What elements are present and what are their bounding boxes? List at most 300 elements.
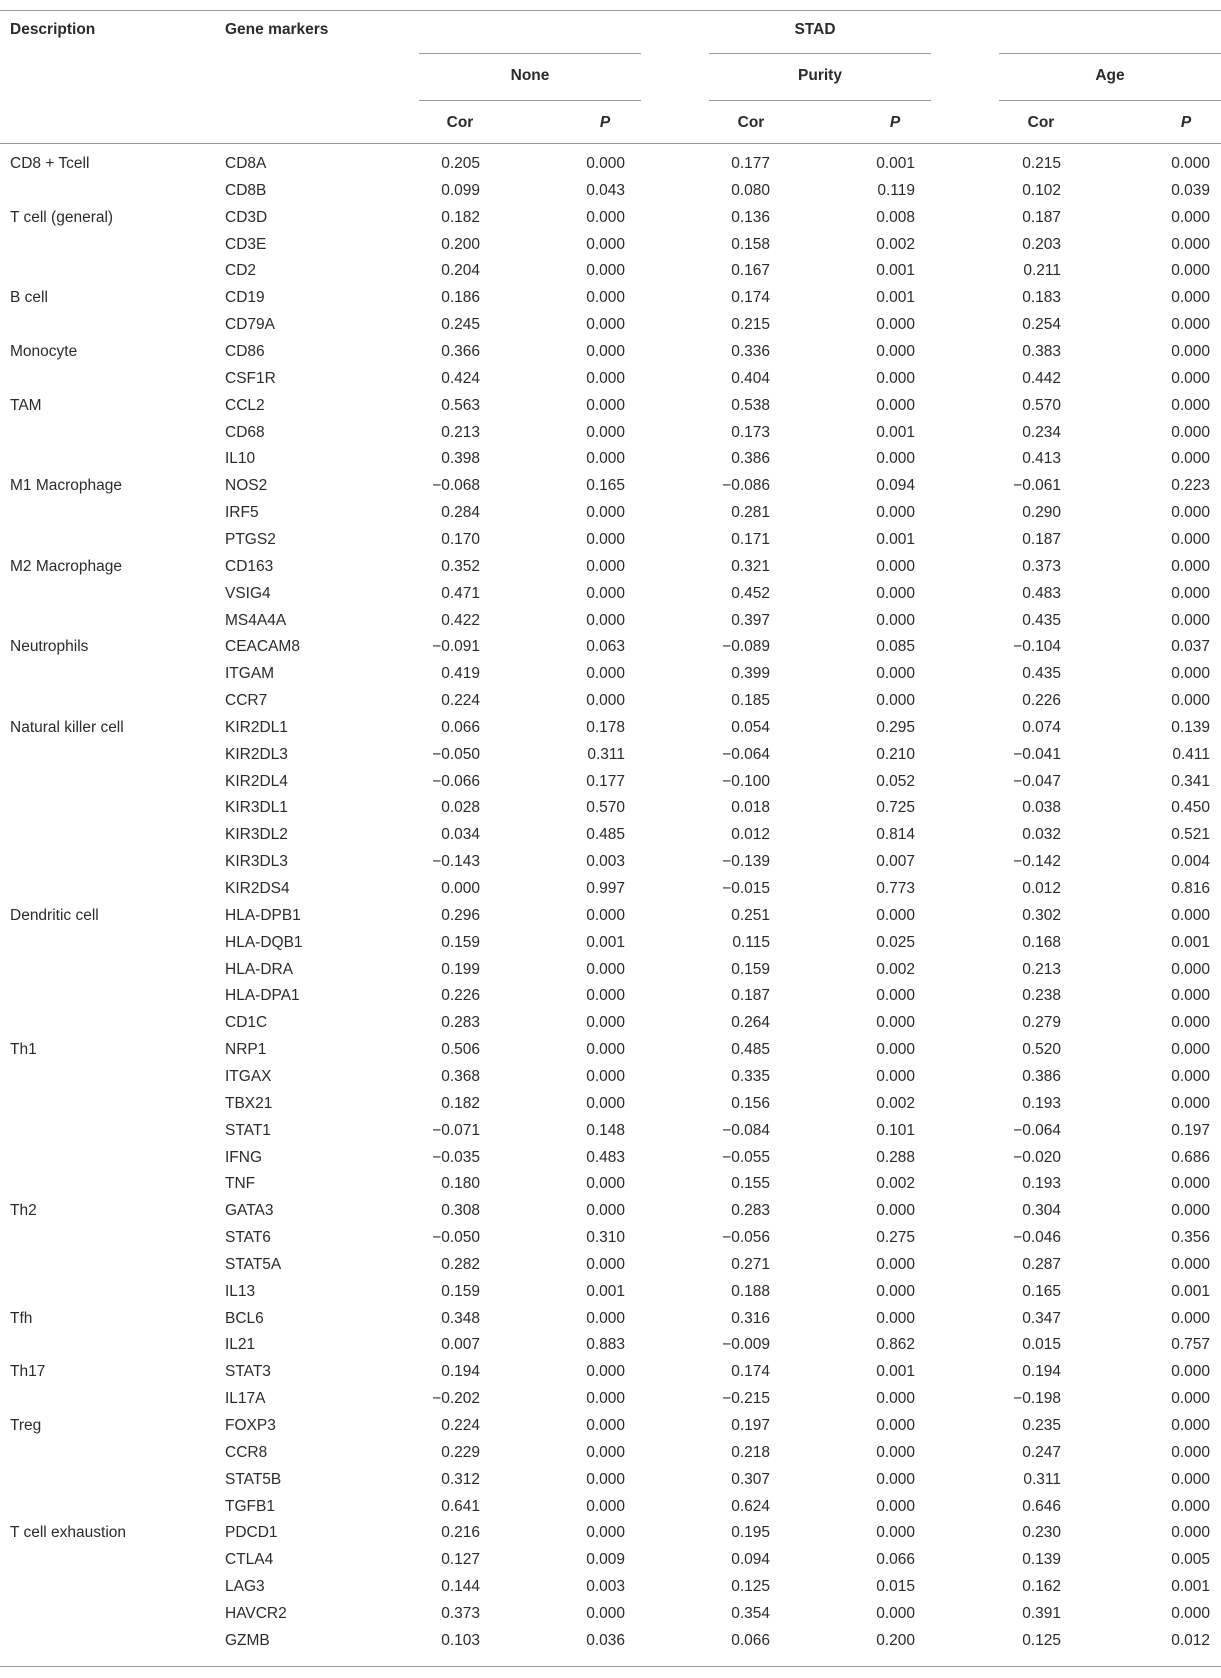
cell-age-cor: 0.125 <box>1022 1631 1061 1649</box>
cell-none-cor: 0.282 <box>441 1255 480 1273</box>
cell-purity-cor: −0.009 <box>722 1336 770 1354</box>
cell-age-p: 0.000 <box>1171 987 1210 1005</box>
cell-gene-marker: KIR3DL3 <box>225 853 288 871</box>
cell-age-p: 0.521 <box>1171 826 1210 844</box>
cell-age-cor: 0.290 <box>1022 504 1061 522</box>
cell-purity-p: 0.008 <box>876 208 915 226</box>
cell-purity-cor: 0.271 <box>731 1255 770 1273</box>
cell-none-p: 0.003 <box>586 1578 625 1596</box>
cell-gene-marker: PDCD1 <box>225 1524 278 1542</box>
cell-age-cor: −0.061 <box>1013 477 1061 495</box>
cell-none-p: 0.001 <box>586 1282 625 1300</box>
cell-age-p: 0.000 <box>1171 611 1210 629</box>
cell-none-p: 0.000 <box>586 1041 625 1059</box>
cell-purity-p: 0.288 <box>876 1148 915 1166</box>
cell-purity-cor: 0.307 <box>731 1470 770 1488</box>
cell-none-cor: 0.563 <box>441 396 480 414</box>
cell-none-p: 0.148 <box>586 1121 625 1139</box>
cell-none-cor: 0.296 <box>441 906 480 924</box>
cell-none-p: 0.000 <box>586 611 625 629</box>
cell-purity-cor: 0.188 <box>731 1282 770 1300</box>
cell-purity-cor: 0.624 <box>731 1497 770 1515</box>
cell-purity-cor: 0.125 <box>731 1578 770 1596</box>
cell-none-cor: 0.398 <box>441 450 480 468</box>
cell-age-p: 0.000 <box>1171 289 1210 307</box>
cell-age-p: 0.000 <box>1171 1014 1210 1032</box>
cell-age-p: 0.341 <box>1171 772 1210 790</box>
cell-gene-marker: KIR2DS4 <box>225 880 290 897</box>
cell-age-p: 0.000 <box>1171 316 1210 334</box>
cell-purity-cor: 0.404 <box>731 369 770 387</box>
cell-none-cor: 0.284 <box>441 504 480 522</box>
cell-purity-p: 0.000 <box>876 1041 915 1059</box>
cell-gene-marker: CD19 <box>225 289 265 307</box>
cell-purity-cor: −0.064 <box>722 745 770 763</box>
cell-none-cor: 0.144 <box>441 1578 480 1596</box>
cell-purity-p: 0.000 <box>876 1497 915 1515</box>
cell-purity-cor: 0.094 <box>731 1551 770 1569</box>
cell-age-cor: 0.570 <box>1022 396 1061 414</box>
cell-purity-p: 0.000 <box>876 1309 915 1327</box>
cell-gene-marker: CD8B <box>225 181 267 199</box>
cell-age-p: 0.000 <box>1171 1497 1210 1515</box>
cell-none-p: 0.000 <box>586 1067 625 1085</box>
cell-purity-cor: 0.485 <box>731 1041 770 1059</box>
cell-none-p: 0.000 <box>586 1255 625 1273</box>
cell-none-cor: 0.170 <box>441 530 480 548</box>
cell-age-p: 0.000 <box>1171 557 1210 575</box>
cell-purity-p: 0.000 <box>876 1443 915 1461</box>
cell-age-p: 0.356 <box>1171 1229 1210 1246</box>
cell-none-cor: 0.373 <box>441 1604 480 1622</box>
cell-purity-p: 0.007 <box>876 853 915 871</box>
cell-gene-marker: IL10 <box>225 450 256 468</box>
cell-none-p: 0.000 <box>586 1014 625 1032</box>
cell-purity-p: 0.000 <box>876 987 915 1005</box>
cell-purity-p: 0.000 <box>876 1470 915 1488</box>
cell-purity-cor: 0.354 <box>731 1604 770 1622</box>
cell-none-p: 0.000 <box>586 665 625 683</box>
cell-age-p: 0.000 <box>1171 423 1210 441</box>
cell-age-cor: 0.074 <box>1022 718 1061 736</box>
cell-none-cor: 0.348 <box>441 1309 480 1327</box>
cell-gene-marker: CCR7 <box>225 692 268 709</box>
cell-purity-p: 0.025 <box>876 933 915 951</box>
cell-age-cor: 0.032 <box>1022 826 1061 844</box>
cell-age-cor: −0.198 <box>1013 1390 1061 1408</box>
cell-age-p: 0.000 <box>1171 1524 1210 1542</box>
cell-purity-p: 0.862 <box>876 1336 915 1354</box>
cell-age-cor: 0.279 <box>1022 1014 1061 1032</box>
cell-age-p: 0.001 <box>1171 1282 1210 1300</box>
cell-age-p: 0.000 <box>1171 1443 1210 1461</box>
cell-none-p: 0.000 <box>586 1604 625 1622</box>
cell-purity-p: 0.000 <box>876 1014 915 1032</box>
cell-none-p: 0.310 <box>586 1229 625 1246</box>
cell-gene-marker: CEACAM8 <box>225 638 300 656</box>
cell-none-p: 0.000 <box>586 155 625 172</box>
cell-purity-cor: 0.185 <box>731 692 770 709</box>
cell-age-cor: 0.012 <box>1022 880 1061 897</box>
header-p: P <box>889 114 901 131</box>
top-rule <box>0 10 1221 11</box>
cell-none-cor: 0.099 <box>441 181 480 199</box>
cell-age-p: 0.000 <box>1171 1175 1210 1193</box>
cell-purity-cor: 0.397 <box>731 611 770 629</box>
cell-age-cor: 0.435 <box>1022 665 1061 683</box>
cell-age-p: 0.000 <box>1171 396 1210 414</box>
cell-description: Dendritic cell <box>10 906 99 924</box>
cell-age-p: 0.000 <box>1171 692 1210 709</box>
cell-none-cor: 0.103 <box>441 1631 480 1649</box>
cell-purity-cor: 0.538 <box>731 396 770 414</box>
cell-age-cor: 0.038 <box>1022 799 1061 817</box>
cell-age-p: 0.000 <box>1171 1470 1210 1488</box>
header-rule-none <box>419 100 641 101</box>
cell-none-cor: 0.352 <box>441 557 480 575</box>
cell-description: Th1 <box>10 1041 37 1059</box>
cell-none-p: 0.570 <box>586 799 625 817</box>
cell-purity-p: 0.066 <box>876 1551 915 1569</box>
cell-purity-p: 0.814 <box>876 826 915 844</box>
cell-none-cor: 0.366 <box>441 343 480 360</box>
cell-purity-cor: −0.139 <box>722 853 770 871</box>
cell-purity-p: 0.002 <box>876 235 915 253</box>
cell-age-cor: 0.183 <box>1022 289 1061 307</box>
cell-description: Natural killer cell <box>10 718 124 736</box>
cell-none-cor: −0.091 <box>432 638 480 656</box>
cell-none-cor: 0.159 <box>441 933 480 951</box>
cell-none-p: 0.003 <box>586 853 625 871</box>
cell-age-cor: −0.047 <box>1013 772 1061 790</box>
cell-age-p: 0.001 <box>1171 1578 1210 1596</box>
cell-gene-marker: STAT5B <box>225 1470 282 1488</box>
cell-age-cor: 0.304 <box>1022 1202 1061 1220</box>
cell-purity-cor: 0.167 <box>731 262 770 280</box>
cell-none-p: 0.483 <box>586 1148 625 1166</box>
cell-gene-marker: HLA-DQB1 <box>225 933 303 951</box>
bottom-rule <box>0 1666 1221 1667</box>
cell-age-cor: 0.302 <box>1022 906 1061 924</box>
cell-purity-p: 0.000 <box>876 369 915 387</box>
cell-age-p: 0.411 <box>1172 745 1210 763</box>
cell-purity-cor: 0.115 <box>732 933 770 951</box>
cell-gene-marker: LAG3 <box>225 1578 265 1596</box>
cell-none-cor: 0.200 <box>441 235 480 253</box>
cell-none-p: 0.000 <box>586 504 625 522</box>
header-cor: Cor <box>1027 114 1055 131</box>
cell-age-cor: −0.064 <box>1013 1121 1061 1139</box>
cell-purity-p: 0.773 <box>876 880 915 897</box>
cell-gene-marker: CD163 <box>225 557 274 575</box>
header-group-purity: Purity <box>798 67 842 84</box>
cell-purity-cor: 0.174 <box>731 1363 770 1381</box>
cell-gene-marker: VSIG4 <box>225 584 271 602</box>
cell-purity-cor: 0.012 <box>731 826 770 844</box>
cell-gene-marker: CSF1R <box>225 369 276 387</box>
cell-description: T cell (general) <box>10 208 114 226</box>
cell-gene-marker: KIR2DL1 <box>225 718 288 736</box>
cell-gene-marker: CD68 <box>225 423 265 441</box>
cell-none-p: 0.000 <box>586 1309 625 1327</box>
cell-age-p: 0.000 <box>1171 450 1210 468</box>
header-p: P <box>599 114 611 131</box>
cell-gene-marker: CD79A <box>225 316 275 334</box>
cell-purity-p: 0.085 <box>876 638 915 656</box>
cell-age-cor: 0.247 <box>1022 1443 1061 1461</box>
cell-description: TAM <box>10 396 42 414</box>
cell-gene-marker: TNF <box>225 1175 256 1193</box>
cell-age-p: 0.000 <box>1171 343 1210 360</box>
cell-age-cor: 0.193 <box>1022 1175 1061 1193</box>
cell-gene-marker: HAVCR2 <box>225 1604 287 1622</box>
cell-age-cor: 0.213 <box>1022 960 1061 978</box>
cell-none-cor: 0.224 <box>441 692 480 709</box>
cell-none-p: 0.000 <box>586 1417 625 1434</box>
cell-none-p: 0.178 <box>586 718 625 736</box>
cell-purity-p: 0.001 <box>876 262 915 280</box>
header-cor: Cor <box>446 114 474 131</box>
cell-none-p: 0.000 <box>586 1443 625 1461</box>
cell-none-cor: 0.312 <box>441 1470 480 1488</box>
cell-purity-p: 0.002 <box>876 960 915 978</box>
cell-none-p: 0.883 <box>586 1336 625 1354</box>
cell-purity-cor: 0.321 <box>731 557 770 575</box>
cell-none-p: 0.000 <box>586 1524 625 1542</box>
cell-purity-cor: 0.173 <box>731 423 770 441</box>
cell-none-p: 0.997 <box>586 880 625 897</box>
cell-gene-marker: PTGS2 <box>225 530 276 548</box>
cell-age-cor: 0.435 <box>1022 611 1061 629</box>
cell-purity-cor: −0.084 <box>722 1121 770 1139</box>
cell-age-p: 0.000 <box>1171 369 1210 387</box>
cell-none-cor: 0.216 <box>441 1524 480 1542</box>
cell-none-p: 0.000 <box>586 316 625 334</box>
cell-none-p: 0.000 <box>586 369 625 387</box>
cell-gene-marker: MS4A4A <box>225 611 287 629</box>
header-rule-purity <box>709 100 931 101</box>
cell-purity-p: 0.000 <box>876 665 915 683</box>
cell-none-cor: 0.506 <box>441 1041 480 1059</box>
cell-purity-cor: 0.136 <box>731 208 770 226</box>
cell-description: Monocyte <box>10 343 78 360</box>
cell-age-cor: −0.104 <box>1013 638 1061 656</box>
cell-gene-marker: STAT5A <box>225 1255 282 1273</box>
cell-purity-p: 0.000 <box>876 343 915 360</box>
cell-age-cor: 0.386 <box>1022 1067 1061 1085</box>
cell-purity-p: 0.000 <box>876 1390 915 1408</box>
cell-gene-marker: KIR3DL1 <box>225 799 288 817</box>
cell-age-cor: 0.235 <box>1022 1417 1061 1434</box>
cell-none-cor: −0.143 <box>432 853 480 871</box>
cell-gene-marker: HLA-DRA <box>225 960 294 978</box>
cell-purity-cor: −0.215 <box>722 1390 770 1408</box>
cell-gene-marker: IL17A <box>225 1390 266 1408</box>
cell-none-p: 0.000 <box>586 208 625 226</box>
cell-purity-p: 0.000 <box>876 504 915 522</box>
cell-none-cor: −0.050 <box>432 1229 480 1246</box>
cell-gene-marker: KIR2DL4 <box>225 772 288 790</box>
cell-age-p: 0.000 <box>1171 906 1210 924</box>
cell-age-cor: 0.287 <box>1022 1255 1061 1273</box>
cell-age-cor: −0.020 <box>1013 1148 1061 1166</box>
cell-purity-cor: 0.215 <box>731 316 770 334</box>
cell-gene-marker: CTLA4 <box>225 1551 274 1569</box>
cell-purity-p: 0.275 <box>876 1229 915 1246</box>
cell-age-cor: 0.234 <box>1022 423 1061 441</box>
cell-none-p: 0.000 <box>586 289 625 307</box>
cell-none-p: 0.009 <box>586 1551 625 1569</box>
cell-age-p: 0.816 <box>1171 880 1210 897</box>
cell-purity-cor: 0.066 <box>731 1631 770 1649</box>
cell-age-cor: 0.015 <box>1022 1336 1061 1354</box>
cell-none-cor: 0.283 <box>441 1014 480 1032</box>
cell-age-p: 0.000 <box>1171 1363 1210 1381</box>
cell-age-cor: 0.215 <box>1022 155 1061 172</box>
cell-none-p: 0.000 <box>586 906 625 924</box>
cell-age-cor: 0.254 <box>1022 316 1061 334</box>
cell-purity-cor: −0.086 <box>722 477 770 495</box>
cell-purity-cor: 0.335 <box>731 1067 770 1085</box>
cell-purity-p: 0.000 <box>876 1604 915 1622</box>
cell-purity-cor: 0.281 <box>731 504 770 522</box>
cell-gene-marker: GZMB <box>225 1631 270 1649</box>
cell-gene-marker: KIR2DL3 <box>225 745 288 763</box>
cell-purity-cor: 0.195 <box>731 1524 770 1542</box>
cell-gene-marker: TGFB1 <box>225 1497 275 1515</box>
cell-none-p: 0.001 <box>586 933 625 951</box>
cell-purity-cor: 0.158 <box>731 235 770 253</box>
cell-none-p: 0.043 <box>586 181 625 199</box>
cell-age-p: 0.000 <box>1171 504 1210 522</box>
cell-age-cor: −0.046 <box>1013 1229 1061 1246</box>
cell-purity-cor: 0.251 <box>731 906 770 924</box>
cell-age-p: 0.197 <box>1171 1121 1210 1139</box>
cell-purity-p: 0.000 <box>876 1417 915 1434</box>
cell-purity-p: 0.001 <box>876 530 915 548</box>
cell-purity-cor: 0.018 <box>731 799 770 817</box>
cell-age-cor: 0.194 <box>1022 1363 1061 1381</box>
cell-gene-marker: KIR3DL2 <box>225 826 288 844</box>
cell-age-cor: 0.165 <box>1022 1282 1061 1300</box>
cell-purity-cor: 0.283 <box>731 1202 770 1220</box>
cell-description: B cell <box>10 289 48 307</box>
cell-none-cor: 0.034 <box>441 826 480 844</box>
cell-gene-marker: ITGAM <box>225 665 275 683</box>
cell-age-cor: 0.311 <box>1023 1470 1061 1488</box>
cell-purity-p: 0.200 <box>876 1631 915 1649</box>
cell-age-cor: 0.203 <box>1022 235 1061 253</box>
cell-purity-p: 0.000 <box>876 557 915 575</box>
cell-purity-p: 0.001 <box>876 289 915 307</box>
cell-gene-marker: CD8A <box>225 155 267 172</box>
cell-none-cor: 0.186 <box>441 289 480 307</box>
cell-purity-p: 0.000 <box>876 1524 915 1542</box>
group-rule-none <box>419 53 641 54</box>
cell-purity-p: 0.001 <box>876 423 915 441</box>
cell-gene-marker: NOS2 <box>225 477 268 495</box>
cell-none-p: 0.063 <box>586 638 625 656</box>
cell-purity-p: 0.000 <box>876 1202 915 1220</box>
cell-purity-p: 0.001 <box>876 155 915 172</box>
cell-gene-marker: CCR8 <box>225 1443 268 1461</box>
cell-age-p: 0.223 <box>1171 477 1210 495</box>
cell-purity-cor: 0.386 <box>731 450 770 468</box>
cell-none-p: 0.000 <box>586 450 625 468</box>
cell-purity-p: 0.000 <box>876 396 915 414</box>
cell-purity-p: 0.000 <box>876 692 915 709</box>
cell-none-cor: −0.202 <box>432 1390 480 1408</box>
cell-gene-marker: GATA3 <box>225 1202 274 1220</box>
cell-none-cor: 0.229 <box>441 1443 480 1461</box>
cell-none-cor: 0.471 <box>441 584 480 602</box>
cell-gene-marker: FOXP3 <box>225 1417 276 1434</box>
cell-age-cor: 0.226 <box>1022 692 1061 709</box>
cell-age-cor: −0.142 <box>1013 853 1061 871</box>
cell-age-cor: 0.230 <box>1022 1524 1061 1542</box>
cell-age-p: 0.000 <box>1171 1309 1210 1327</box>
cell-none-p: 0.000 <box>586 1470 625 1488</box>
cell-none-p: 0.000 <box>586 960 625 978</box>
cell-purity-p: 0.015 <box>876 1578 915 1596</box>
cell-none-cor: 0.424 <box>441 369 480 387</box>
cell-purity-p: 0.000 <box>876 584 915 602</box>
cell-purity-p: 0.000 <box>876 906 915 924</box>
cell-purity-p: 0.001 <box>876 1363 915 1381</box>
cell-none-cor: 0.000 <box>441 880 480 897</box>
cell-gene-marker: IFNG <box>225 1148 263 1166</box>
cell-none-cor: 0.066 <box>441 718 480 736</box>
cell-none-cor: 0.199 <box>441 960 480 978</box>
cell-purity-p: 0.052 <box>876 772 915 790</box>
cell-none-p: 0.000 <box>586 1363 625 1381</box>
cell-age-p: 0.000 <box>1171 1255 1210 1273</box>
cell-purity-cor: 0.171 <box>731 530 770 548</box>
header-gene-markers: Gene markers <box>225 21 329 38</box>
cell-none-p: 0.000 <box>586 1175 625 1193</box>
cell-gene-marker: ITGAX <box>225 1067 272 1085</box>
cell-age-cor: 0.413 <box>1022 450 1061 468</box>
cell-purity-p: 0.000 <box>876 611 915 629</box>
cell-description: Tfh <box>10 1309 33 1327</box>
cell-gene-marker: CD2 <box>225 262 257 280</box>
cell-none-p: 0.000 <box>586 235 625 253</box>
header-cor: Cor <box>737 114 765 131</box>
header-bottom-rule <box>0 143 1221 144</box>
cell-purity-p: 0.101 <box>876 1121 915 1139</box>
group-rule-age <box>999 53 1221 54</box>
cell-none-p: 0.000 <box>586 987 625 1005</box>
cell-age-p: 0.450 <box>1171 799 1210 817</box>
cell-age-cor: 0.347 <box>1022 1309 1061 1327</box>
cell-age-cor: 0.238 <box>1022 987 1061 1005</box>
cell-purity-p: 0.000 <box>876 450 915 468</box>
cell-none-p: 0.000 <box>586 1094 625 1112</box>
cell-age-p: 0.000 <box>1171 1390 1210 1408</box>
cell-none-cor: 0.182 <box>441 208 480 226</box>
cell-gene-marker: STAT3 <box>225 1363 271 1381</box>
cell-purity-cor: 0.174 <box>731 289 770 307</box>
cell-none-p: 0.485 <box>586 826 625 844</box>
cell-purity-cor: 0.452 <box>731 584 770 602</box>
cell-gene-marker: STAT1 <box>225 1121 271 1139</box>
cell-none-cor: 0.245 <box>441 316 480 334</box>
cell-age-p: 0.000 <box>1171 530 1210 548</box>
cell-none-p: 0.036 <box>586 1631 625 1649</box>
cell-purity-p: 0.210 <box>876 745 915 763</box>
cell-none-cor: 0.422 <box>441 611 480 629</box>
cell-description: M1 Macrophage <box>10 477 123 495</box>
